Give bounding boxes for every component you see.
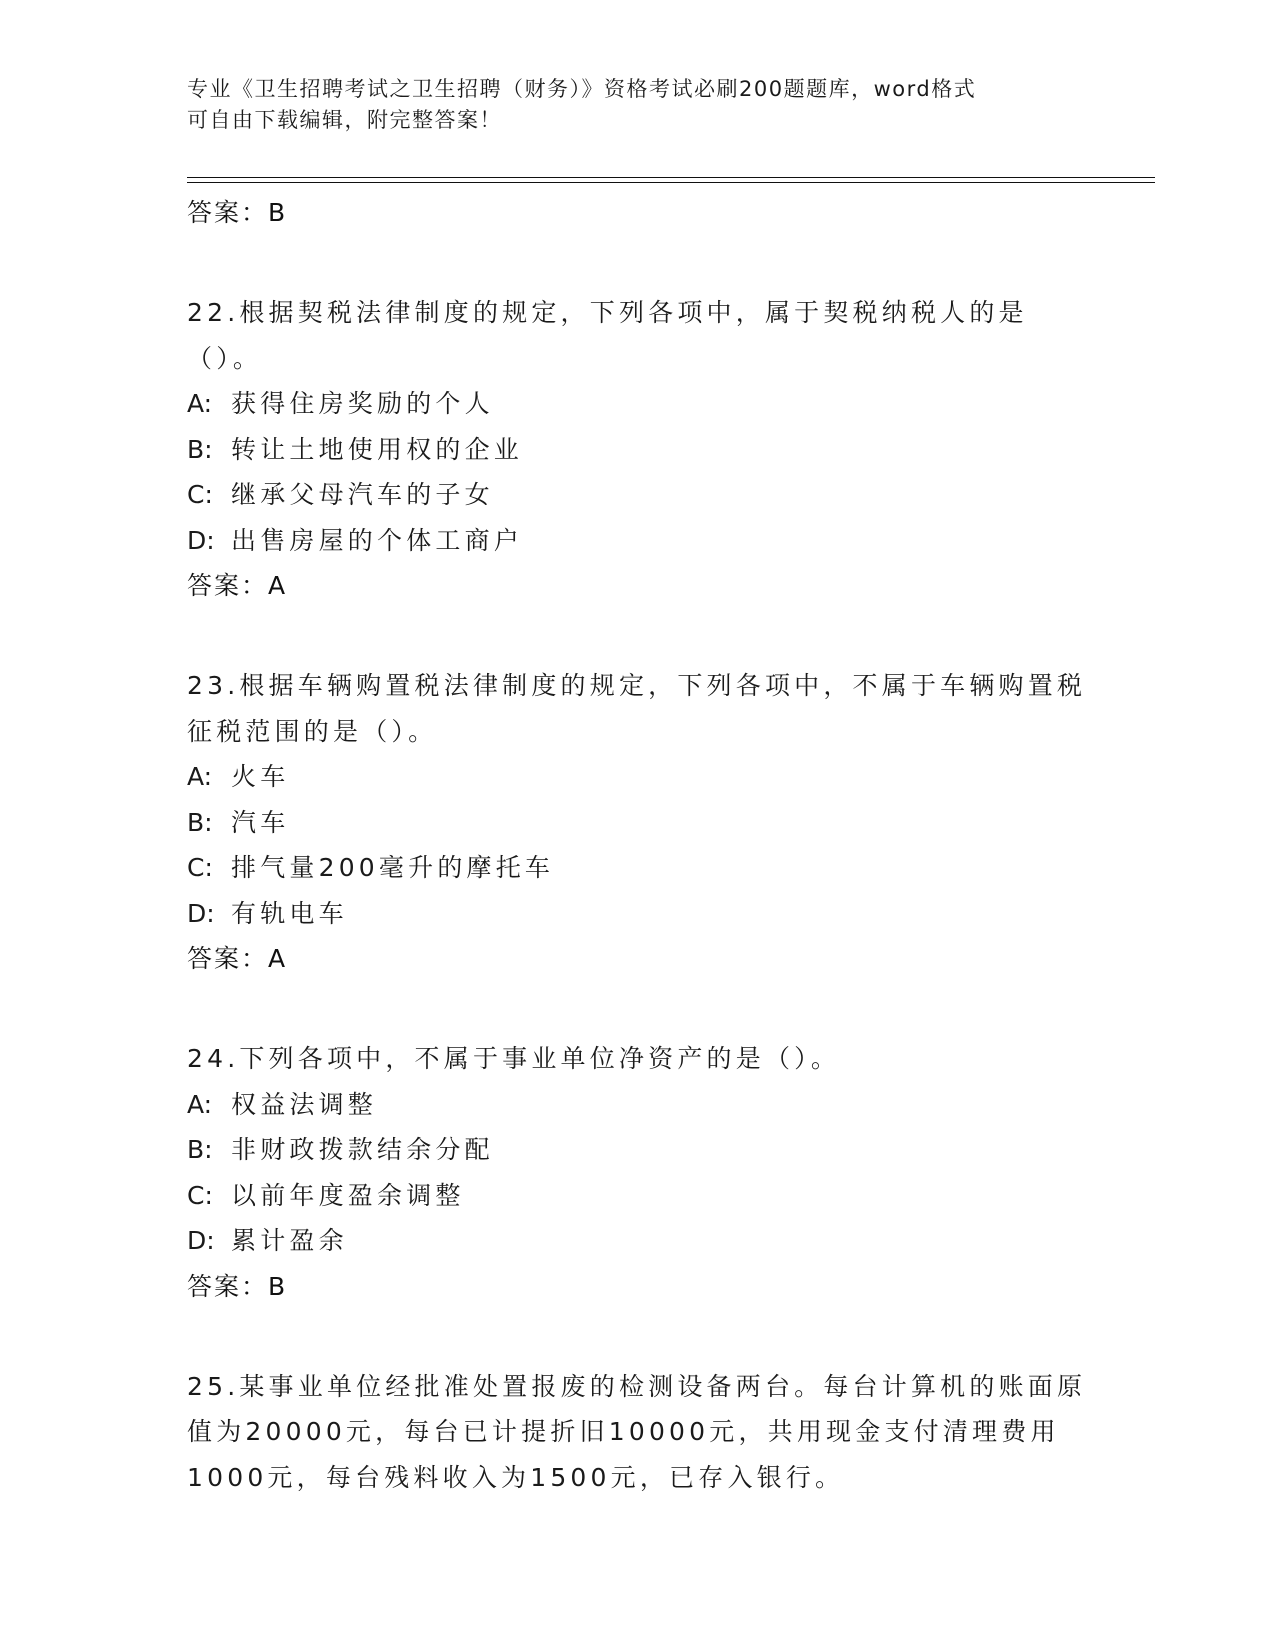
option-text: 非财政拨款结余分配 bbox=[231, 1135, 494, 1164]
question-25-text: 25.某事业单位经批准处置报废的检测设备两台。每台计算机的账面原值为20000元，每台已计提折旧10000元，共用现金支付清理费用1000元，每台残料收入为1500元，已存入银行。 bbox=[187, 1371, 1087, 1492]
question-22-option-d bbox=[187, 518, 1087, 564]
question-23-option-c bbox=[187, 845, 1087, 891]
option-key: C: bbox=[187, 480, 213, 509]
option-text: 以前年度盈余调整 bbox=[231, 1180, 465, 1210]
option-text: 汽车 bbox=[231, 807, 290, 837]
option-key: A: bbox=[187, 1089, 213, 1119]
question-24-option-d bbox=[187, 1218, 1087, 1264]
option-text: 排气量200毫升的摩托车 bbox=[231, 853, 555, 882]
question-list bbox=[187, 190, 1087, 1500]
option-text: 火车 bbox=[231, 762, 290, 791]
option-text: 有轨电车 bbox=[231, 898, 348, 928]
option-text: 权益法调整 bbox=[231, 1089, 378, 1119]
option-key: B: bbox=[187, 434, 213, 464]
header-line-2: 可自由下载编辑，附完整答案！ bbox=[187, 108, 502, 132]
question-24-option-c bbox=[187, 1173, 1087, 1219]
option-key: D: bbox=[187, 525, 215, 555]
question-22-option-a bbox=[187, 381, 1087, 427]
option-key: A: bbox=[187, 762, 213, 791]
question-23-option-b bbox=[187, 800, 1087, 846]
option-text: 继承父母汽车的子女 bbox=[231, 480, 494, 509]
option-key: D: bbox=[187, 898, 215, 928]
question-23-option-a bbox=[187, 754, 1087, 800]
question-24-option-b bbox=[187, 1127, 1087, 1173]
option-text: 转让土地使用权的企业 bbox=[231, 434, 524, 464]
question-22-option-c bbox=[187, 472, 1087, 518]
option-text: 获得住房奖励的个人 bbox=[231, 389, 494, 418]
option-key: A: bbox=[187, 389, 213, 418]
option-key: D: bbox=[187, 1226, 215, 1255]
option-text: 出售房屋的个体工商户 bbox=[231, 525, 524, 555]
option-key: B: bbox=[187, 1135, 213, 1164]
header-divider-bottom bbox=[187, 182, 1155, 183]
question-24-answer: 答案：B bbox=[187, 1271, 288, 1301]
question-23-option-d bbox=[187, 891, 1087, 937]
option-key: C: bbox=[187, 853, 213, 882]
question-24-option-a bbox=[187, 1082, 1087, 1128]
question-23-answer: 答案：A bbox=[187, 944, 288, 973]
option-key: B: bbox=[187, 807, 213, 837]
header-divider-top bbox=[187, 177, 1155, 178]
question-24-text: 24.下列各项中，不属于事业单位净资产的是（）。 bbox=[187, 1044, 841, 1073]
question-22-option-b bbox=[187, 427, 1087, 473]
header-line-1: 专业《卫生招聘考试之卫生招聘（财务）》资格考试必刷200题题库，word格式 bbox=[187, 77, 977, 101]
question-23-text: 23.根据车辆购置税法律制度的规定，下列各项中，不属于车辆购置税征税范围的是（）。 bbox=[187, 671, 1087, 746]
document-header bbox=[187, 74, 1087, 136]
question-22-answer: 答案：A bbox=[187, 571, 288, 600]
question-22-text: 22.根据契税法律制度的规定，下列各项中，属于契税纳税人的是（）。 bbox=[187, 298, 1028, 373]
option-key: C: bbox=[187, 1180, 213, 1210]
answer-previous: 答案：B bbox=[187, 198, 288, 227]
option-text: 累计盈余 bbox=[231, 1226, 348, 1255]
